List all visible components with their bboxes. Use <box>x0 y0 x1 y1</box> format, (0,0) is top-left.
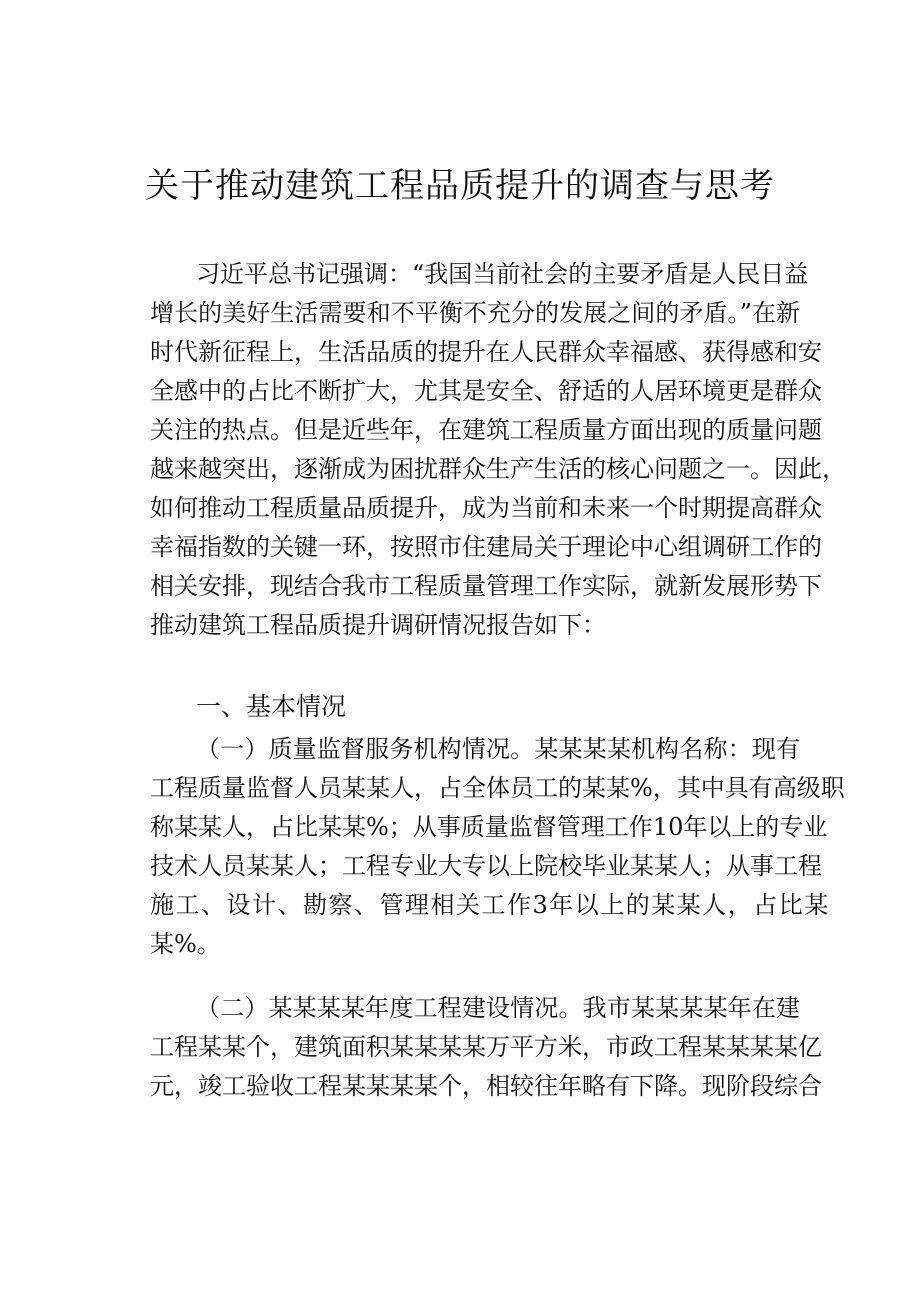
intro-line: 推动建筑工程品质提升调研情况报告如下： <box>150 611 606 639</box>
subsection-line: 元，竣工验收工程某某某某个，相较往年略有下降。现阶段综合 <box>150 1072 822 1100</box>
subsection-line: 某%。 <box>150 930 221 958</box>
intro-line: 时代新征程上，生活品质的提升在人民群众幸福感、获得感和安 <box>150 338 822 366</box>
section-heading: 一、基本情况 <box>196 692 347 721</box>
intro-line: 幸福指数的关键一环，按照市住建局关于理论中心组调研工作的 <box>150 533 822 561</box>
subsection-line: 施工、设计、勘察、管理相关工作3年以上的某某人，占比某 <box>150 891 830 919</box>
intro-line: 如何推动工程质量品质提升，成为当前和未来一个时期提高群众 <box>150 494 822 522</box>
intro-line: 增长的美好生活需要和不平衡不充分的发展之间的矛盾。”在新 <box>150 299 800 327</box>
document-title: 关于推动建筑工程品质提升的调查与思考 <box>145 166 775 206</box>
subsection-line: 称某某人，占比某某%；从事质量监督管理工作10年以上的专业 <box>150 813 828 841</box>
subsection-line: 工程质量监督人员某某人，占全体员工的某某%，其中具有高级职 <box>150 774 845 802</box>
subsection-line: （二）某某某某年度工程建设情况。我市某某某某年在建 <box>196 994 800 1022</box>
subsection-line: （一）质量监督服务机构情况。某某某某机构名称：现有 <box>196 735 800 763</box>
intro-line: 全感中的占比不断扩大，尤其是安全、舒适的人居环境更是群众 <box>150 377 822 405</box>
subsection-line: 工程某某个，建筑面积某某某某万平方米，市政工程某某某某亿 <box>150 1033 822 1061</box>
intro-line: 越来越突出，逐渐成为困扰群众生产生活的核心问题之一。因此， <box>150 455 846 483</box>
intro-line: 习近平总书记强调：“我国当前社会的主要矛盾是人民日益 <box>196 260 809 288</box>
intro-line: 关注的热点。但是近些年，在建筑工程质量方面出现的质量问题 <box>150 416 822 444</box>
intro-line: 相关安排，现结合我市工程质量管理工作实际，就新发展形势下 <box>150 572 822 600</box>
subsection-line: 技术人员某某人；工程专业大专以上院校毕业某某人；从事工程 <box>150 852 822 880</box>
